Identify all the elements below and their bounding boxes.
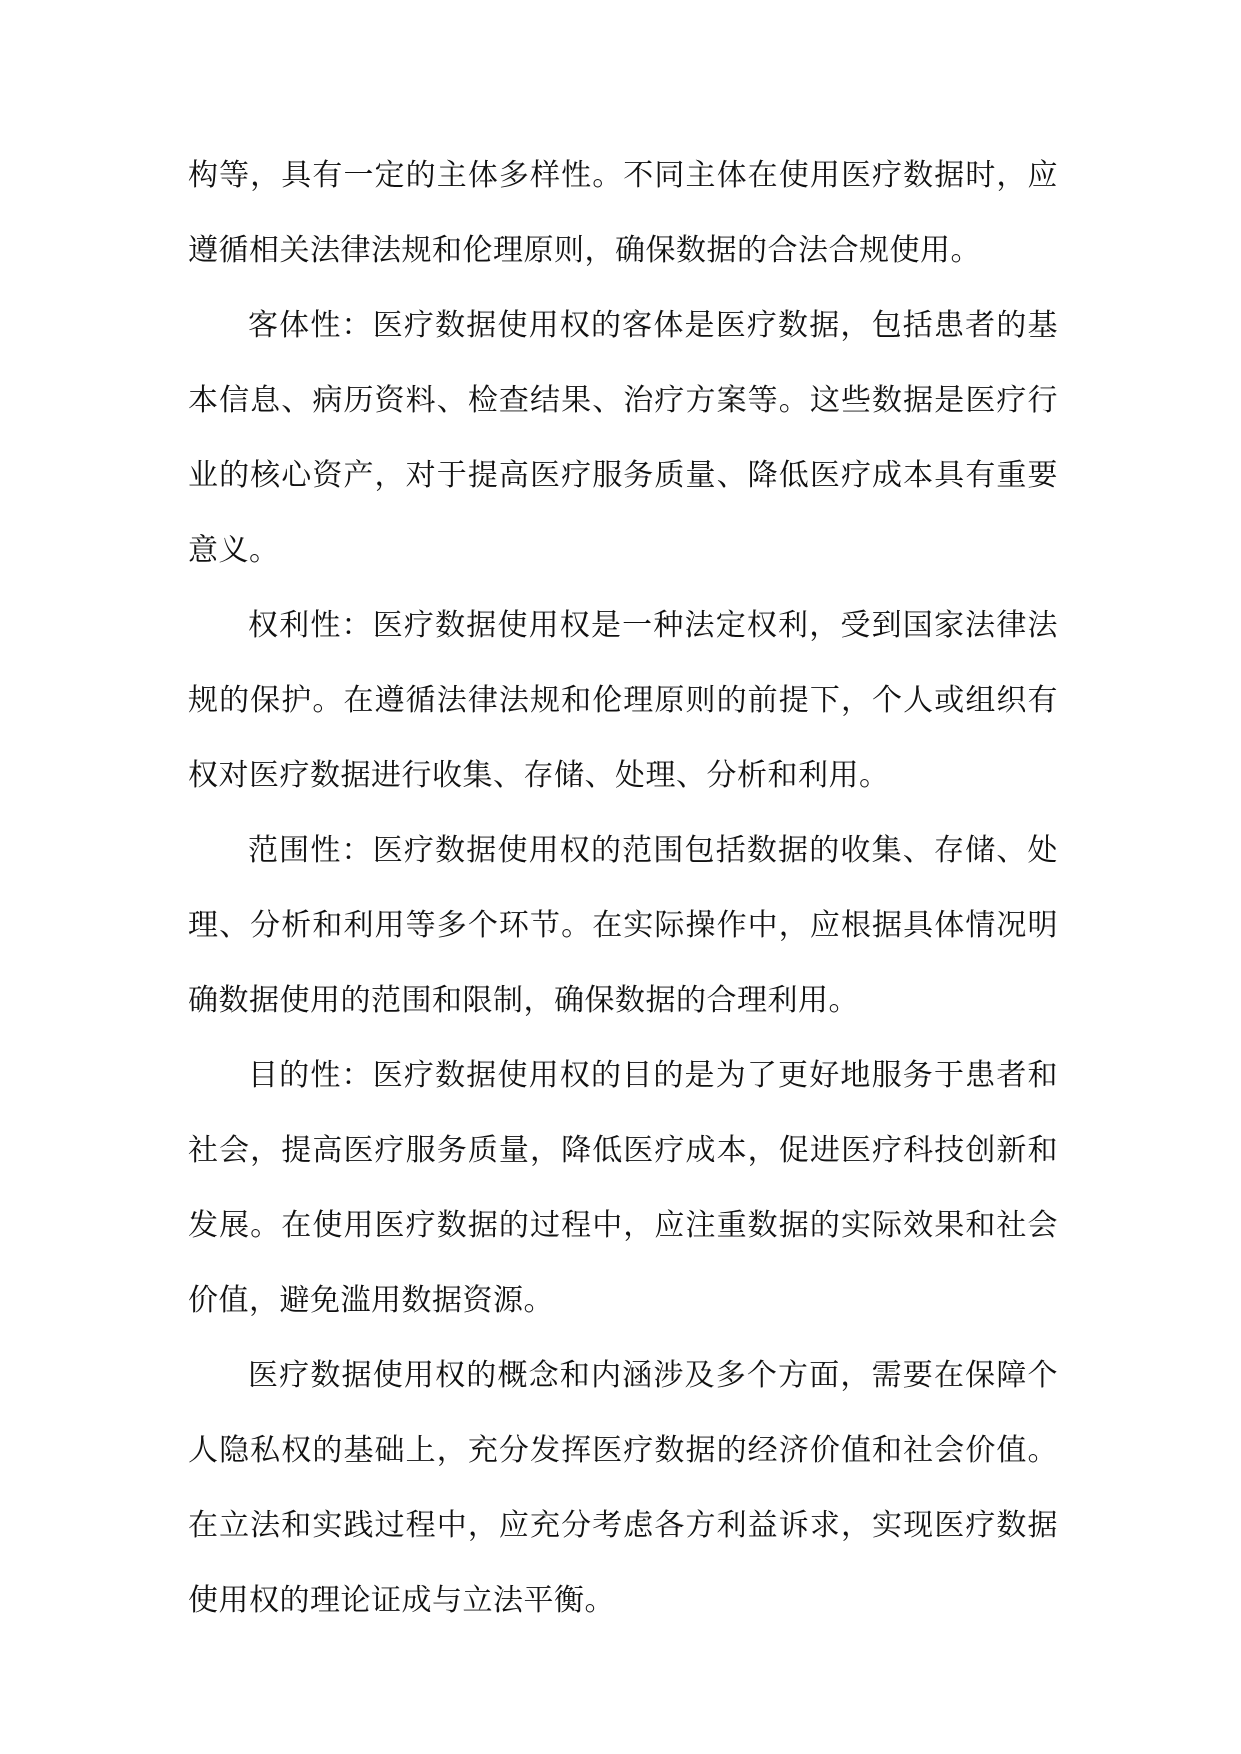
paragraph-purpose-property: 目的性：医疗数据使用权的目的是为了更好地服务于患者和社会，提高医疗服务质量，降低医疗成本，促进医疗科技创新和发展。在使用医疗数据的过程中，应注重数据的实际效果和社会价值，避免滥用数据资源。 <box>188 1058 1058 1318</box>
paragraph-right-property: 权利性：医疗数据使用权是一种法定权利，受到国家法律法规的保护。在遵循法律法规和伦理原则的前提下，个人或组织有权对医疗数据进行收集、存储、处理、分析和利用。 <box>188 608 1058 793</box>
paragraph-scope-property: 范围性：医疗数据使用权的范围包括数据的收集、存储、处理、分析和利用等多个环节。在实际操作中，应根据具体情况明确数据使用的范围和限制，确保数据的合理利用。 <box>188 833 1058 1018</box>
paragraph-subject-continuation: 构等，具有一定的主体多样性。不同主体在使用医疗数据时，应遵循相关法律法规和伦理原则，确保数据的合法合规使用。 <box>188 158 1058 268</box>
paragraph-object-property: 客体性：医疗数据使用权的客体是医疗数据，包括患者的基本信息、病历资料、检查结果、治疗方案等。这些数据是医疗行业的核心资产，对于提高医疗服务质量、降低医疗成本具有重要意义。 <box>188 308 1058 568</box>
document-body <box>188 138 1058 1638</box>
paragraph-conclusion: 医疗数据使用权的概念和内涵涉及多个方面，需要在保障个人隐私权的基础上，充分发挥医疗数据的经济价值和社会价值。在立法和实践过程中，应充分考虑各方利益诉求，实现医疗数据使用权的理论证成与立法平衡。 <box>188 1358 1058 1618</box>
